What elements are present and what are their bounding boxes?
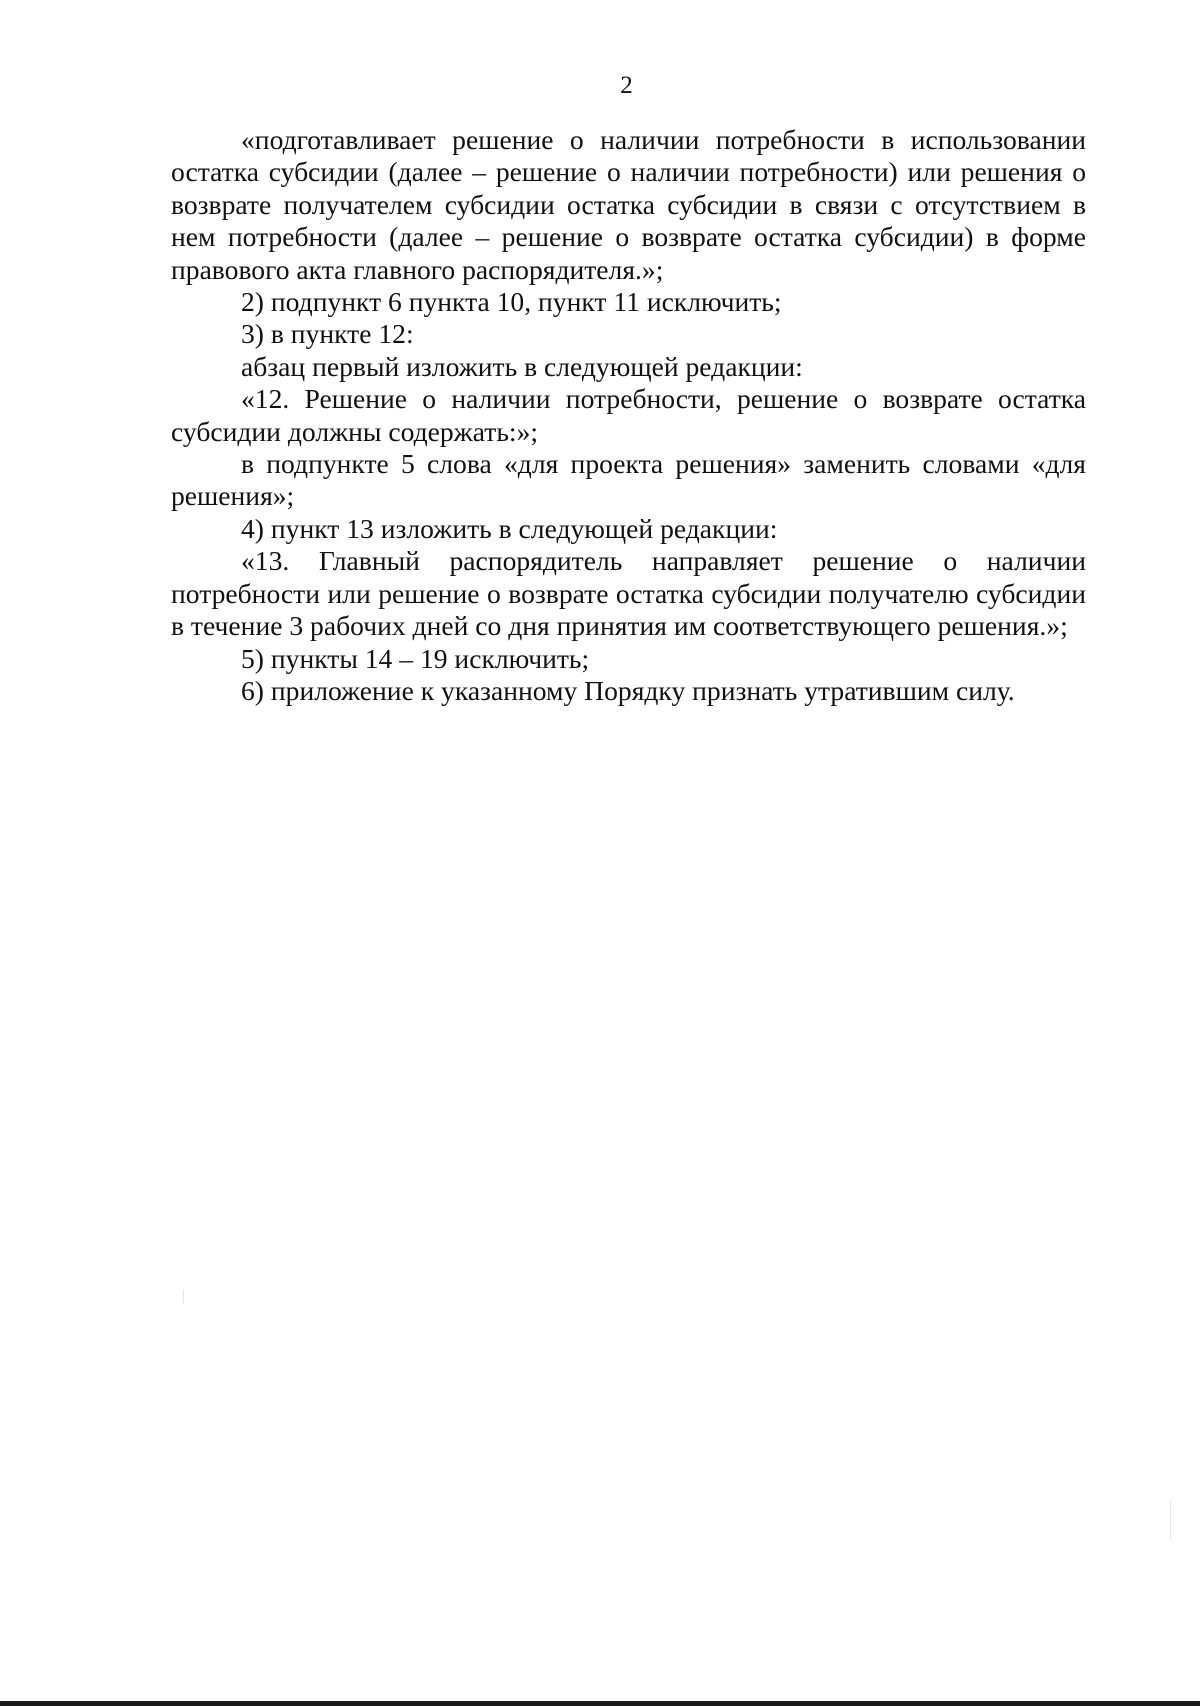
paragraph-item-12-text: «12. Решение о наличии потребности, решение о возврате остатка субсидии должны содержать:»; [171,383,1086,447]
paragraph-item-3-subitem-5: в подпункте 5 слова «для проекта решения» заменить словами «для решения»; [171,448,1086,512]
paragraph-item-4: 4) пункт 13 изложить в следующей редакции: [241,512,778,544]
page-number: 2 [620,72,633,99]
paragraph-item-3: 3) в пункте 12: [241,318,414,350]
paragraph-amended-text: «подготавливает решение о наличии потребности в использовании остатка субсидии (далее – решение о наличии потребности) или решения о возврате получателем субсидии остатка субсидии в связи с отсутствием в нем потребности (далее – решение о возврате остатка субсидии) в форме правового акта главного распорядителя.»; [171,124,1086,285]
paragraph-item-6: 6) приложение к указанному Порядку признать утратившим силу. [241,674,1015,706]
scan-artifact [1170,1500,1171,1540]
paragraph-item-13-text: «13. Главный распорядитель направляет решение о наличии потребности или решение о возврате остатка субсидии получателю субсидии в течение 3 рабочих дней со дня принятия им соответствующего решения.»; [171,545,1086,642]
paragraph-item-5: 5) пункты 14 – 19 исключить; [241,642,590,674]
document-body [171,124,1086,707]
scan-bottom-edge [0,1701,1200,1706]
paragraph-item-3-first-indent: абзац первый изложить в следующей редакции: [241,350,803,382]
scan-artifact [183,1290,184,1304]
paragraph-item-2: 2) подпункт 6 пункта 10, пункт 11 исключить; [241,286,782,318]
